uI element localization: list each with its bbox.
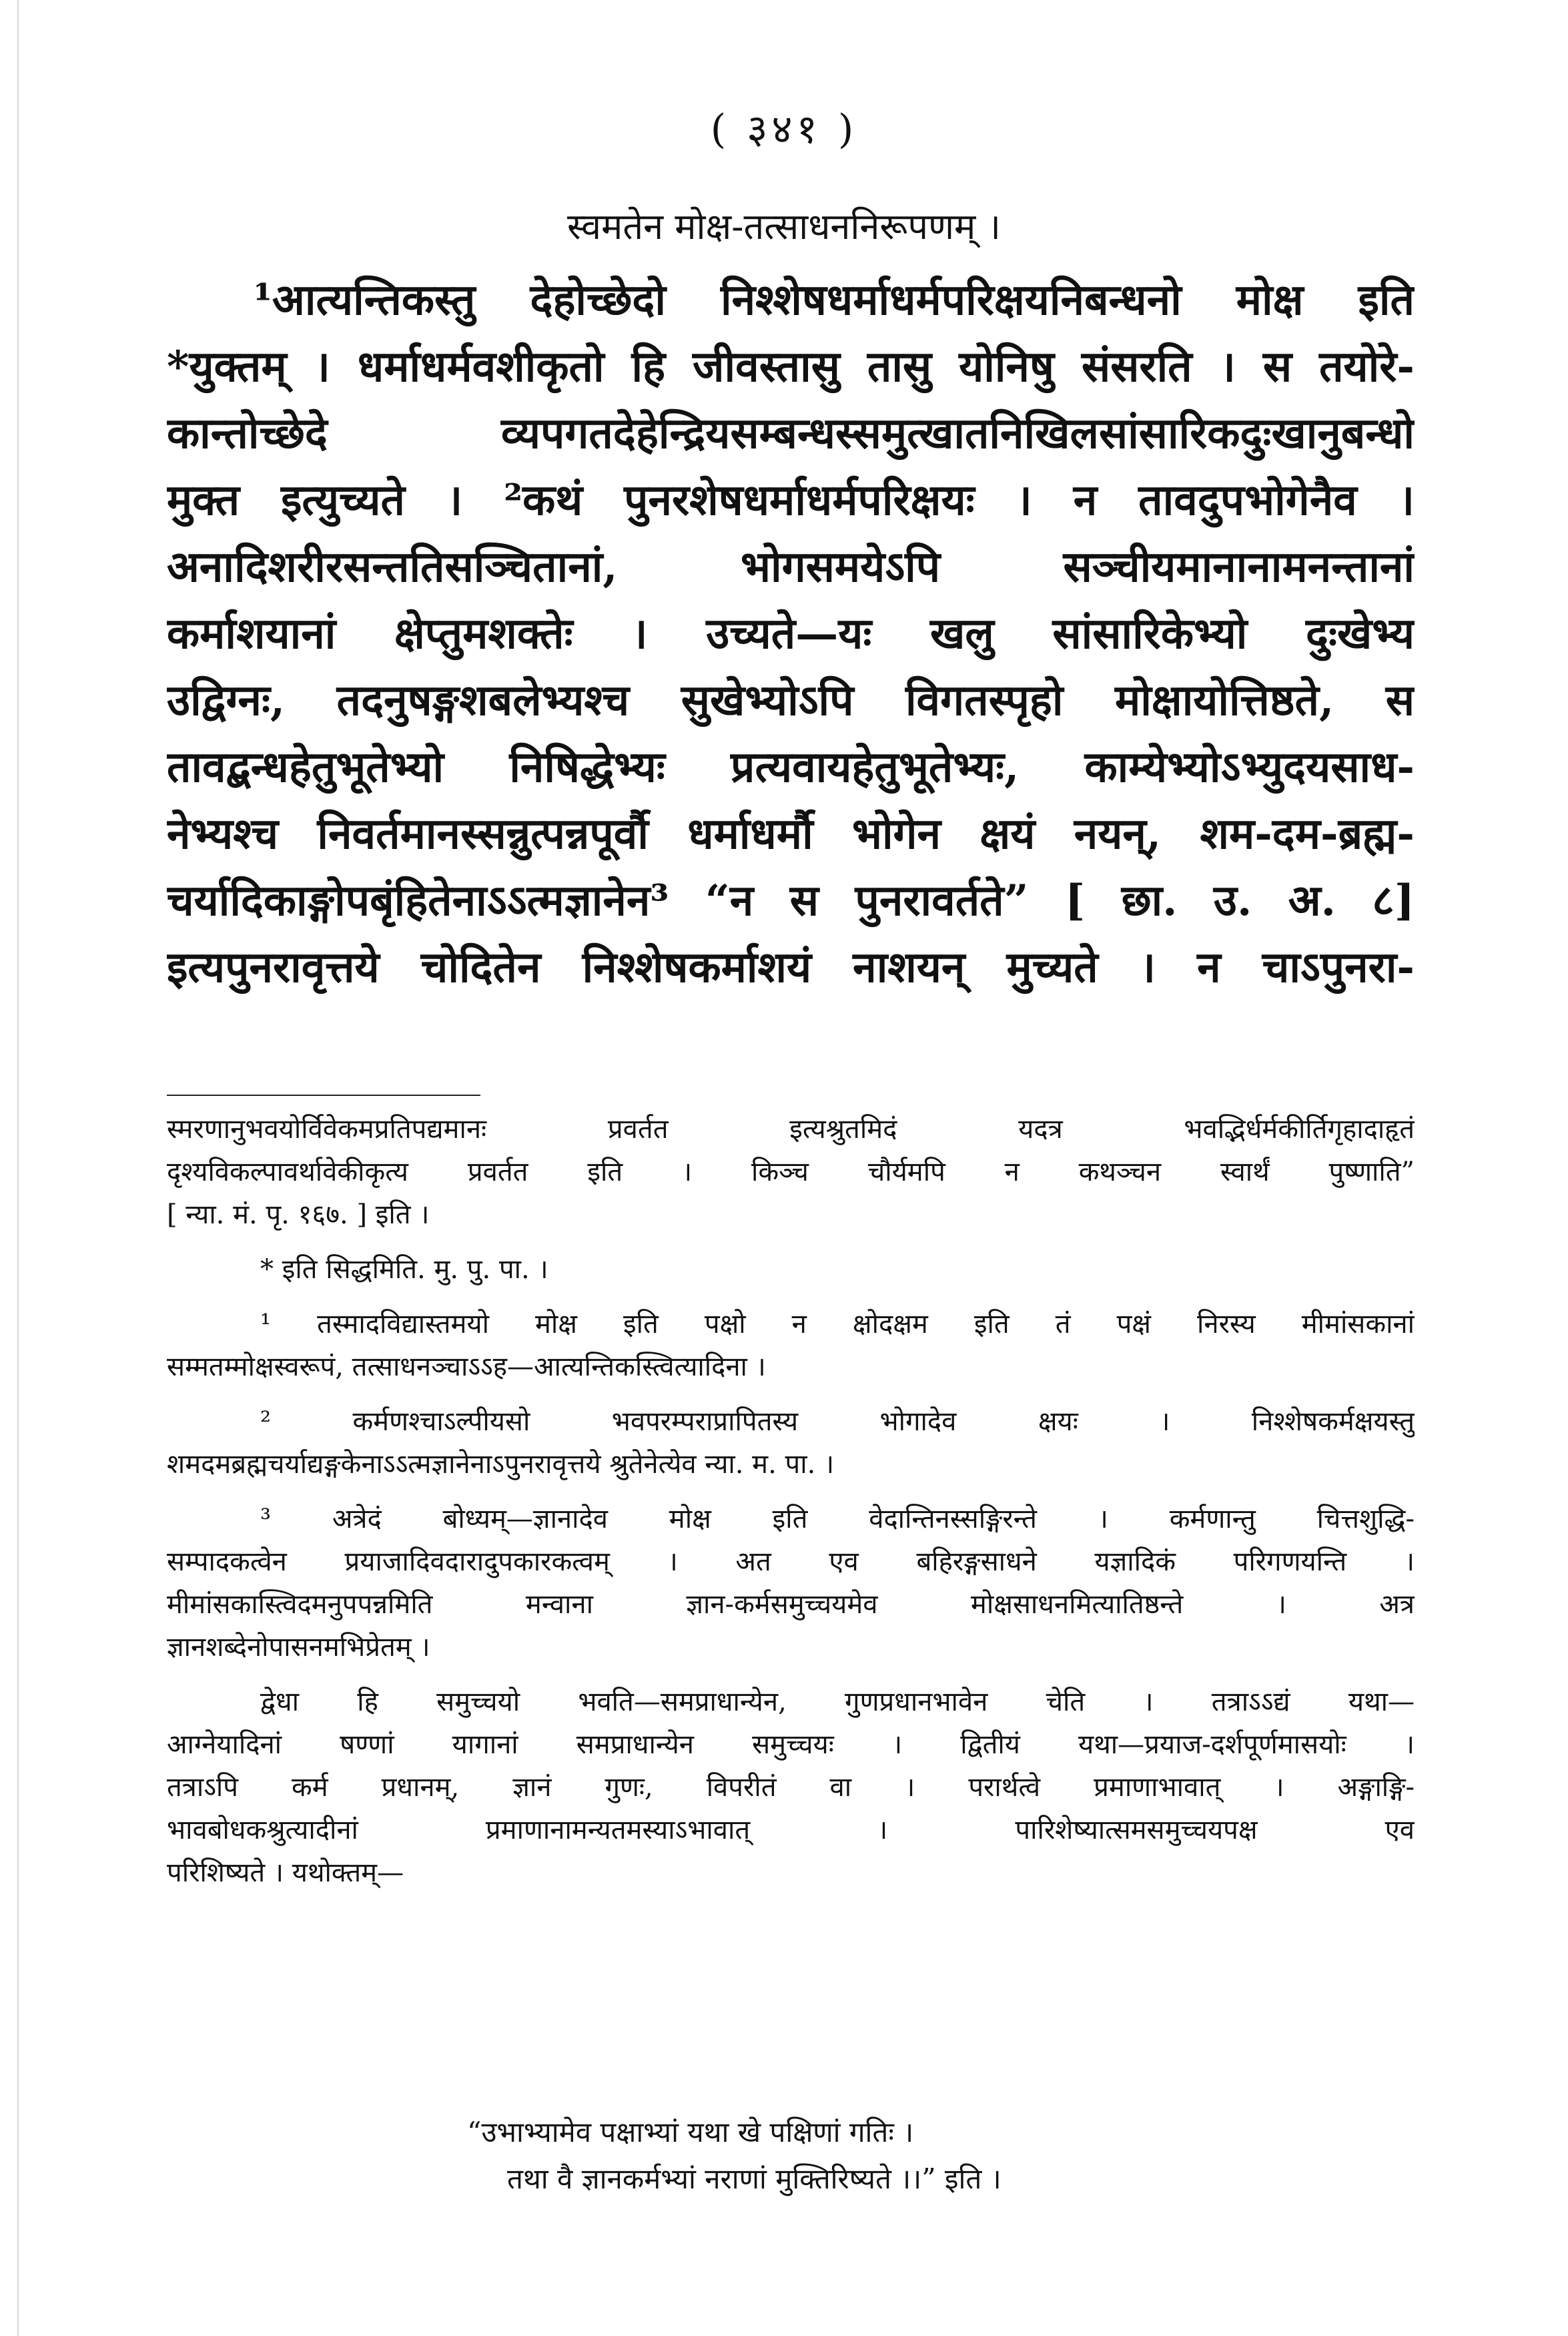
footnote-line: भावबोधकश्रुत्यादीनां प्रमाणानामन्यतमस्याऽभावात् । पारिशेष्यात्समसमुच्चयपक्ष एव bbox=[167, 1815, 1415, 1845]
footnote-line: मीमांसकास्त्विदमनुपपन्नमिति मन्वाना ज्ञान-कर्मसमुच्चयमेव मोक्षसाधनमित्यातिष्ठन्ते । अत्र bbox=[167, 1589, 1415, 1620]
footnote-line: आग्नेयादिनां षण्णां यागानां समप्राधान्येन समुच्चयः । द्वितीयं यथा—प्रयाज-दर्शपूर्णमासयोः । bbox=[167, 1729, 1415, 1760]
footnotes bbox=[167, 1108, 1415, 1906]
footnote-3 bbox=[167, 1498, 1415, 1669]
main-text-line: कर्माशयानां क्षेप्तुमशक्तेः । उच्यते—यः खलु सांसारिकेभ्यो दुःखेभ्य bbox=[167, 609, 1415, 659]
footnote-line: सम्पादकत्वेन प्रयाजादिवदारादुपकारकत्वम् । अत एव बहिरङ्गसाधने यज्ञादिकं परिगणयन्ति । bbox=[167, 1546, 1415, 1577]
verse-quote bbox=[0, 2109, 1568, 2203]
footnote-1 bbox=[167, 1303, 1415, 1388]
main-text-line: चर्यादिकाङ्गोपबृंहितेनाऽऽत्मज्ञानेन³ “न स पुनरावर्तते” [ छा. उ. अ. ८] bbox=[167, 876, 1415, 926]
main-text-line: नेभ्यश्च निवर्तमानस्सन्नुत्पन्नपूर्वौ धर्माधर्मौ भोगेन क्षयं नयन्, शम-दम-ब्रह्म- bbox=[167, 809, 1415, 859]
footnote-line: सम्मतम्मोक्षस्वरूपं, तत्साधनञ्चाऽऽह—आत्यन्तिकस्त्वित्यादिना । bbox=[167, 1352, 766, 1382]
footnote-continuation bbox=[167, 1108, 1415, 1236]
main-text-line: ¹आत्यन्तिकस्तु देहोच्छेदो निश्शेषधर्माधर्मपरिक्षयनिबन्धनो मोक्ष इति bbox=[254, 275, 1415, 325]
page-number: ( ३४१ ) bbox=[710, 106, 858, 153]
main-text bbox=[167, 267, 1415, 1001]
footnote-line: [ न्या. मं. पृ. १६७. ] इति । bbox=[167, 1199, 430, 1230]
main-text-line: इत्यपुनरावृत्तये चोदितेन निश्शेषकर्माशयं नाशयन् मुच्यते । न चाऽपुनरा- bbox=[167, 942, 1415, 992]
footnote-paragraph bbox=[167, 1681, 1415, 1894]
section-heading: स्वमतेन मोक्ष-तत्साधननिरूपणम् । bbox=[567, 206, 1001, 248]
main-text-line: अनादिशरीरसन्ततिसञ्चितानां, भोगसमयेऽपि सञ्चीयमानानामनन्तानां bbox=[167, 542, 1415, 592]
footnote-2 bbox=[167, 1400, 1415, 1486]
footnote-star bbox=[167, 1248, 1415, 1291]
footnote-line: ज्ञानशब्देनोपासनमभिप्रेतम् । bbox=[167, 1632, 430, 1663]
verse-line: “उभाभ्यामेव पक्षाभ्यां यथा खे पक्षिणां गतिः । bbox=[467, 2116, 914, 2148]
footnote-line: तत्राऽपि कर्म प्रधानम्, ज्ञानं गुणः, विपरीतं वा । परार्थत्वे प्रमाणाभावात् । अङ्गाङ्गि- bbox=[167, 1772, 1415, 1803]
footnote-line: * इति सिद्धमिति. मु. पु. पा. । bbox=[260, 1254, 548, 1285]
footnote-line: ³ अत्रेदं बोध्यम्—ज्ञानादेव मोक्ष इति वेदान्तिनस्सङ्गिरन्ते । कर्मणान्तु चित्तशुद्धि- bbox=[260, 1504, 1415, 1534]
main-text-line: उद्विग्नः, तदनुषङ्गशबलेभ्यश्च सुखेभ्योऽपि विगतस्पृहो मोक्षायोत्तिष्ठते, स bbox=[167, 675, 1415, 725]
main-text-line: कान्तोच्छेदे व्यपगतदेहेन्द्रियसम्बन्धस्समुत्खातनिखिलसांसारिकदुःखानुबन्धो bbox=[167, 408, 1415, 459]
footnote-line: ¹ तस्मादविद्यास्तमयो मोक्ष इति पक्षो न क्षोदक्षम इति तं पक्षं निरस्य मीमांसकानां bbox=[260, 1309, 1415, 1340]
verse-line: तथा वै ज्ञानकर्मभ्यां नराणां मुक्तिरिष्यते ।।” इति । bbox=[507, 2162, 1002, 2195]
footnote-line: शमदमब्रह्मचर्याद्यङ्गकेनाऽऽत्मज्ञानेनाऽपुनरावृत्तये श्रुतेनेत्येव न्या. म. पा. । bbox=[167, 1449, 835, 1480]
main-text-line: मुक्त इत्युच्यते । ²कथं पुनरशेषधर्माधर्मपरिक्षयः । न तावदुपभोगेनैव । bbox=[167, 475, 1415, 525]
footnote-line: दृश्यविकल्पावर्थावेकीकृत्य प्रवर्तत इति । किञ्च चौर्यमपि न कथञ्चन स्वार्थं पुष्णाति” bbox=[167, 1157, 1415, 1187]
main-text-line: *युक्तम् । धर्माधर्मवशीकृतो हि जीवस्तासु तासु योनिषु संसरति । स तयोरे- bbox=[167, 342, 1415, 392]
footnote-line: ² कर्मणश्चाऽल्पीयसो भवपरम्पराप्रापितस्य भोगादेव क्षयः । निश्शेषकर्मक्षयस्तु bbox=[260, 1406, 1415, 1437]
footnote-divider bbox=[167, 1095, 480, 1096]
footnote-line: द्वेधा हि समुच्चयो भवति—समप्राधान्येन, गुणप्रधानभावेन चेति । तत्राऽऽद्यं यथा— bbox=[260, 1687, 1415, 1717]
main-text-line: तावद्बन्धहेतुभूतेभ्यो निषिद्धेभ्यः प्रत्यवायहेतुभूतेभ्यः, काम्येभ्योऽभ्युदयसाध- bbox=[167, 742, 1415, 792]
footnote-line: परिशिष्यते । यथोक्तम्— bbox=[167, 1857, 404, 1888]
footnote-line: स्मरणानुभवयोर्विवेकमप्रतिपद्यमानः प्रवर्तत इत्यश्रुतमिदं यदत्र भवद्भिर्धर्मकीर्तिगृहादाहृतं bbox=[167, 1114, 1415, 1145]
binding-edge bbox=[17, 0, 19, 2336]
